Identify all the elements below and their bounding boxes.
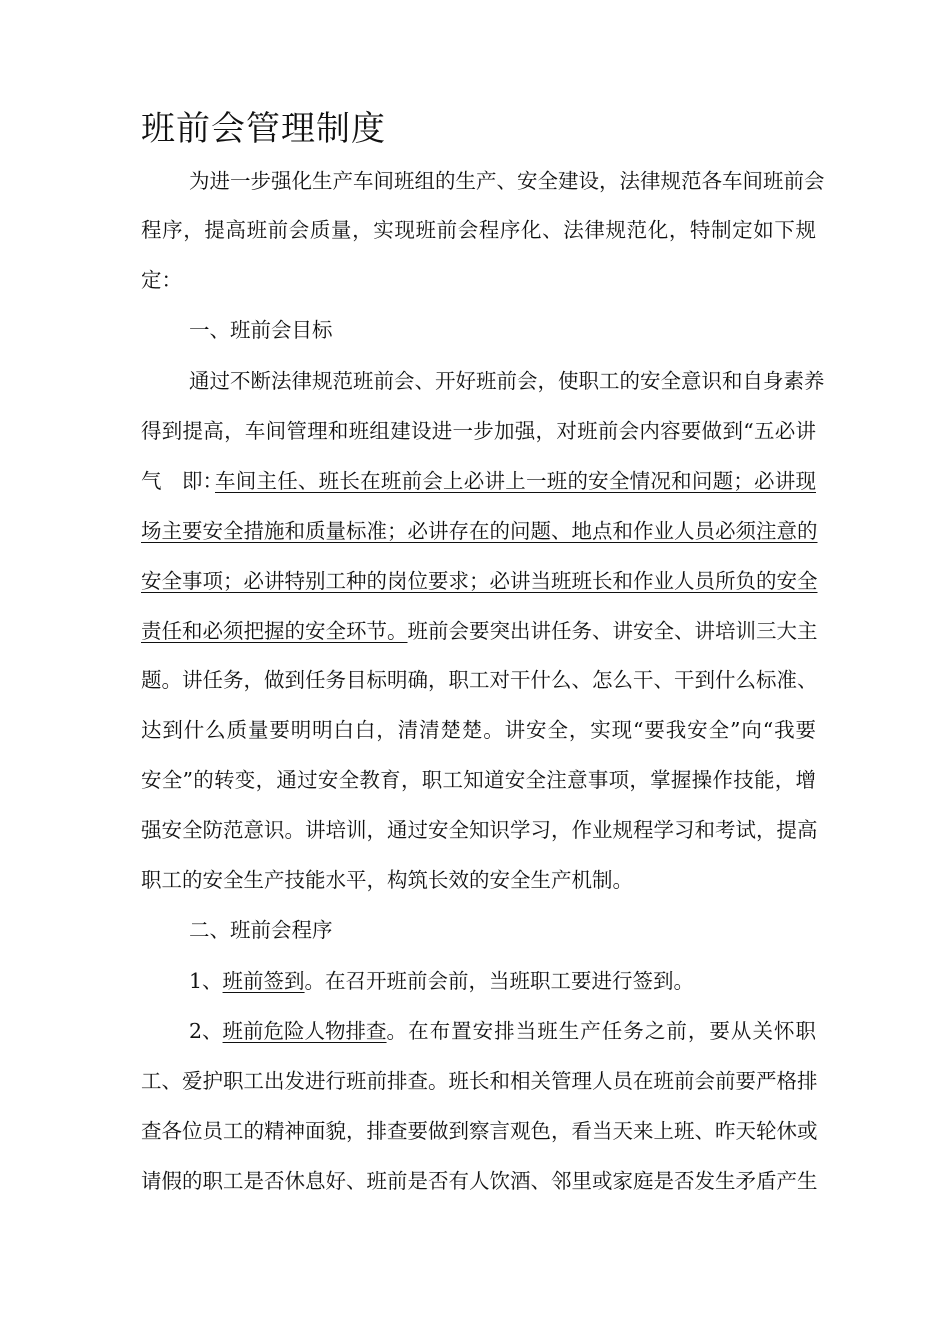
paragraph-line: 工、爱护职工出发进行班前排查。班长和相关管理人员在班前会前要严格排 (141, 1069, 818, 1093)
underlined-text: 车间主任、班长在班前会上必讲上一班的安全情况和问题；必讲现 (215, 469, 816, 493)
line-prefix: 气 即： (141, 469, 223, 493)
paragraph-line: 得到提高，车间管理和班组建设进一步加强，对班前会内容要做到“五必讲 (141, 419, 816, 443)
paragraph-line (141, 616, 816, 646)
paragraph-line (141, 466, 816, 496)
paragraph-line: 强安全防范意识。讲培训，通过安全知识学习，作业规程学习和考试，提高 (141, 818, 818, 842)
section-heading: 一、班前会目标 (189, 318, 333, 342)
paragraph-line: 职工的安全生产技能水平，构筑长效的安全生产机制。 (141, 868, 633, 892)
paragraph-line: 程序，提高班前会质量，实现班前会程序化、法律规范化，特制定如下规 (141, 218, 816, 242)
paragraph-line: 查各位员工的精神面貌，排查要做到察言观色，看当天来上班、昨天轮休或 (141, 1119, 818, 1143)
paragraph-line: 达到什么质量要明明白白，清清楚楚。讲安全，实现“要我安全”向“我要 (141, 718, 816, 742)
list-item (189, 966, 816, 996)
underlined-text: 班前危险人物排查 (222, 1019, 387, 1043)
line-text: 。在布置安排当班生产任务之前，要从关怀职 (386, 1019, 816, 1043)
list-item (189, 1016, 816, 1046)
line-text: 。在召开班前会前，当班职工要进行签到。 (304, 969, 695, 993)
underlined-text: 责任和必须把握的安全环节。 (141, 619, 408, 643)
paragraph-line: 安全”的转变，通过安全教育，职工知道安全注意事项，掌握操作技能，增 (141, 768, 816, 792)
item-number: 1、 (189, 969, 223, 993)
underlined-line: 安全事项；必讲特别工种的岗位要求；必讲当班班长和作业人员所负的安全 (141, 569, 818, 593)
paragraph-line: 为进一步强化生产车间班组的生产、安全建设，法律规范各车间班前会 (189, 169, 825, 193)
section-heading: 二、班前会程序 (189, 918, 333, 942)
paragraph-line: 定： (141, 268, 182, 292)
document-title: 班前会管理制度 (141, 109, 386, 149)
item-number: 2、 (189, 1019, 223, 1043)
underlined-line: 场主要安全措施和质量标准；必讲存在的问题、地点和作业人员必须注意的 (141, 519, 818, 543)
underlined-text: 班前签到 (222, 969, 305, 993)
paragraph-line: 请假的职工是否休息好、班前是否有人饮酒、邻里或家庭是否发生矛盾产生 (141, 1169, 818, 1193)
paragraph-line: 题。讲任务，做到任务目标明确，职工对干什么、怎么干、干到什么标准、 (141, 668, 818, 692)
paragraph-line: 通过不断法律规范班前会、开好班前会，使职工的安全意识和自身素养 (189, 369, 825, 393)
line-text: 班前会要突出讲任务、讲安全、讲培训三大主 (407, 619, 818, 643)
